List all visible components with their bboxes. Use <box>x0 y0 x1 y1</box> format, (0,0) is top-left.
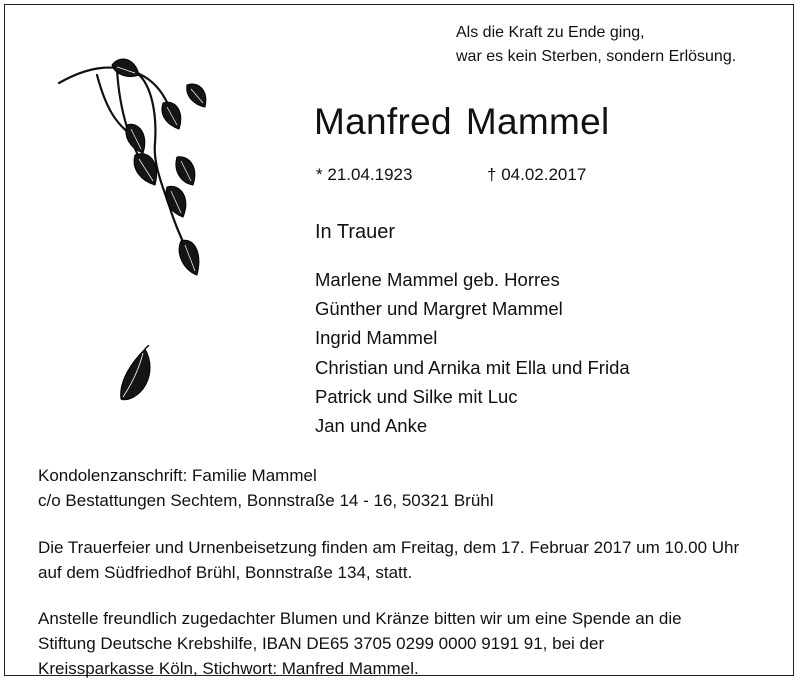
birch-branch-icon <box>57 45 232 295</box>
family-list <box>315 265 630 440</box>
birth-symbol: * <box>316 165 323 184</box>
death-date-line <box>487 165 586 185</box>
donation-line-3: Kreissparkasse Köln, Stichwort: Manfred Mammel. <box>38 659 419 678</box>
condolence-line-1: Kondolenzanschrift: Familie Mammel <box>38 466 317 485</box>
family-member: Günther und Margret Mammel <box>315 298 563 320</box>
deceased-name <box>314 101 609 143</box>
quote-line-2: war es kein Sterben, sondern Erlösung. <box>456 48 737 65</box>
donation-line-1: Anstelle freundlich zugedachter Blumen und Kränze bitten wir um eine Spende an die <box>38 609 682 628</box>
death-date: 04.02.2017 <box>501 165 587 184</box>
birth-date: 21.04.1923 <box>327 165 413 184</box>
donation-line-2: Stiftung Deutsche Krebshilfe, IBAN DE65 3705 0299 0000 9191 91, bei der <box>38 634 605 653</box>
family-member: Jan und Anke <box>315 415 428 437</box>
birth-date-line <box>316 165 412 185</box>
quote <box>456 21 736 69</box>
last-name: Mammel <box>465 101 610 142</box>
death-symbol: † <box>487 165 497 184</box>
family-member: Patrick und Silke mit Luc <box>315 385 518 407</box>
quote-line-1: Als die Kraft zu Ende ging, <box>456 24 645 41</box>
ceremony-line-2: auf dem Südfriedhof Brühl, Bonnstraße 134, statt. <box>38 563 413 582</box>
family-member: Ingrid Mammel <box>315 327 438 349</box>
ceremony-info <box>38 535 739 585</box>
donation-info <box>38 606 682 681</box>
family-member: Marlene Mammel geb. Horres <box>315 269 560 290</box>
family-member: Christian und Arnika mit Ella und Frida <box>315 356 630 378</box>
condolence-line-2: c/o Bestattungen Sechtem, Bonnstraße 14 - 16, 50321 Brühl <box>38 491 494 510</box>
mourning-heading: In Trauer <box>315 221 396 243</box>
first-name: Manfred <box>314 101 452 142</box>
condolence-address <box>38 463 494 513</box>
falling-leaf-icon <box>117 345 157 405</box>
obituary-notice <box>4 4 794 676</box>
ceremony-line-1: Die Trauerfeier und Urnenbeisetzung finden am Freitag, dem 17. Februar 2017 um 10.00 Uhr <box>38 538 740 557</box>
